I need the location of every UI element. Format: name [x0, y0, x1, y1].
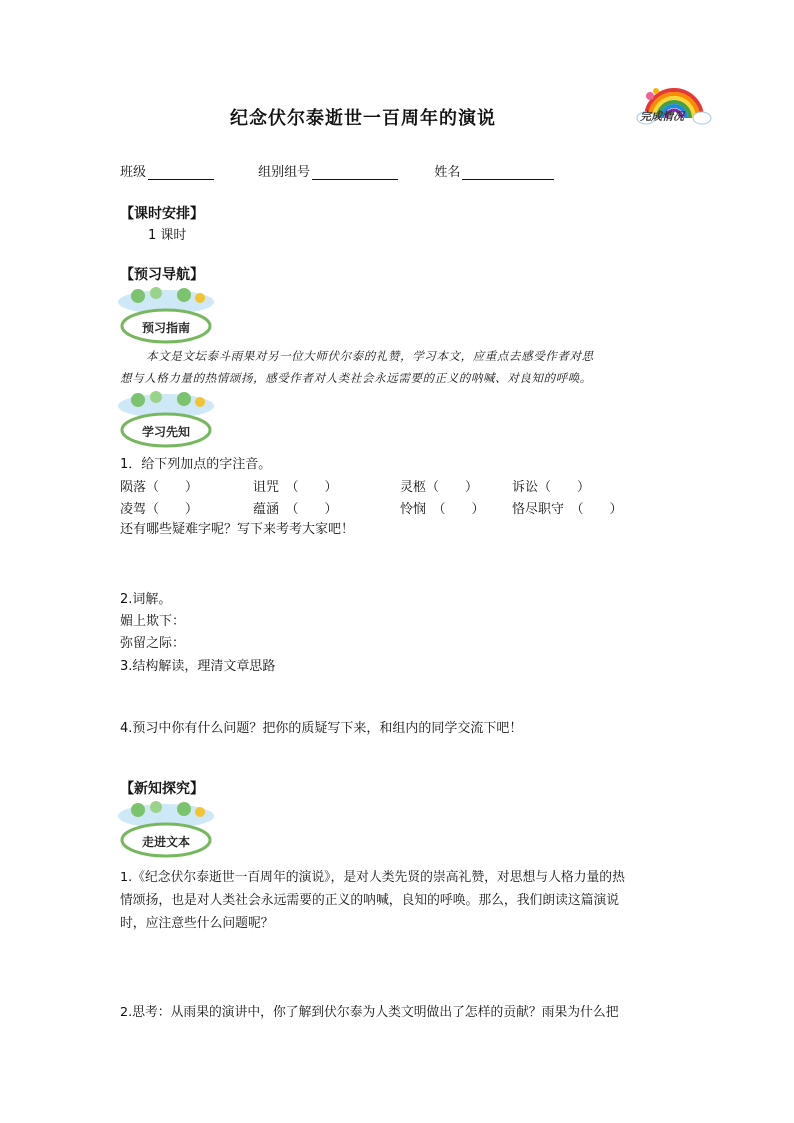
guide-badge — [116, 286, 216, 344]
explore-q1-line1: 1.《纪念伏尔泰逝世一百周年的演说》，是对人类先贤的崇高礼赞，对思想与人格力量的热 — [120, 870, 625, 885]
preview-heading: 【预习导航】 — [120, 267, 204, 283]
question-2: 2.词解。 — [120, 592, 172, 607]
question-4: 4.预习中你有什么问题？把你的质疑写下来，和组内的同学交流下吧！ — [120, 721, 523, 736]
question-1-extra: 还有哪些疑难字呢？写下来考考大家吧！ — [120, 522, 355, 537]
status-logo-text: 完成情况 — [640, 110, 684, 123]
guide-text-line2: 想与人格力量的热情颂扬，感受作者对人类社会永远需要的正义的呐喊、对良知的呼唤。 — [120, 371, 592, 385]
pinyin-item: 蕴涵 （ ） — [253, 502, 338, 517]
question-3: 3.结构解读，理清文章思路 — [120, 659, 276, 674]
group-label: 组别组号 — [258, 165, 311, 180]
explore-q2-line1: 2.思考：从雨果的演讲中，你了解到伏尔泰为人类文明做出了怎样的贡献？雨果为什么把 — [120, 1005, 619, 1020]
pinyin-item: 恪尽职守 （ ） — [512, 502, 623, 517]
pinyin-item: 诉讼（ ） — [512, 480, 591, 495]
pinyin-item: 诅咒 （ ） — [253, 480, 338, 495]
schedule-value: 1 课时 — [148, 228, 187, 243]
name-field[interactable] — [462, 165, 554, 180]
term-1: 媚上欺下： — [120, 614, 186, 629]
name-label: 姓名 — [434, 165, 461, 180]
knowledge-badge — [116, 390, 216, 448]
schedule-heading: 【课时安排】 — [120, 206, 204, 222]
explore-q1-line2: 情颂扬，也是对人类社会永远需要的正义的呐喊，良知的呼唤。那么，我们朗读这篇演说 — [120, 893, 620, 908]
status-logo — [636, 78, 712, 130]
page-title: 纪念伏尔泰逝世一百周年的演说 — [230, 108, 496, 129]
knowledge-badge-label: 学习先知 — [141, 425, 190, 439]
pinyin-item: 凌驾（ ） — [120, 502, 199, 517]
term-2: 弥留之际： — [120, 636, 186, 651]
question-1: 1．给下列加点的字注音。 — [120, 457, 272, 472]
guide-badge-label: 预习指南 — [141, 321, 190, 335]
group-field[interactable] — [312, 165, 398, 180]
guide-text-line1: 本文是文坛泰斗雨果对另一位大师伏尔泰的礼赞，学习本文，应重点去感受作者对思 — [146, 349, 594, 363]
text-badge-label: 走进文本 — [141, 835, 190, 849]
class-field[interactable] — [148, 165, 214, 180]
explore-q1-line3: 时，应注意些什么问题呢？ — [120, 916, 274, 931]
explore-heading: 【新知探究】 — [120, 781, 204, 797]
class-label: 班级 — [120, 165, 147, 180]
student-info — [120, 161, 554, 180]
pinyin-item: 怜悯 （ ） — [400, 502, 485, 517]
text-badge — [116, 800, 216, 858]
pinyin-item: 陨落（ ） — [120, 480, 199, 495]
pinyin-item: 灵柩（ ） — [400, 480, 479, 495]
